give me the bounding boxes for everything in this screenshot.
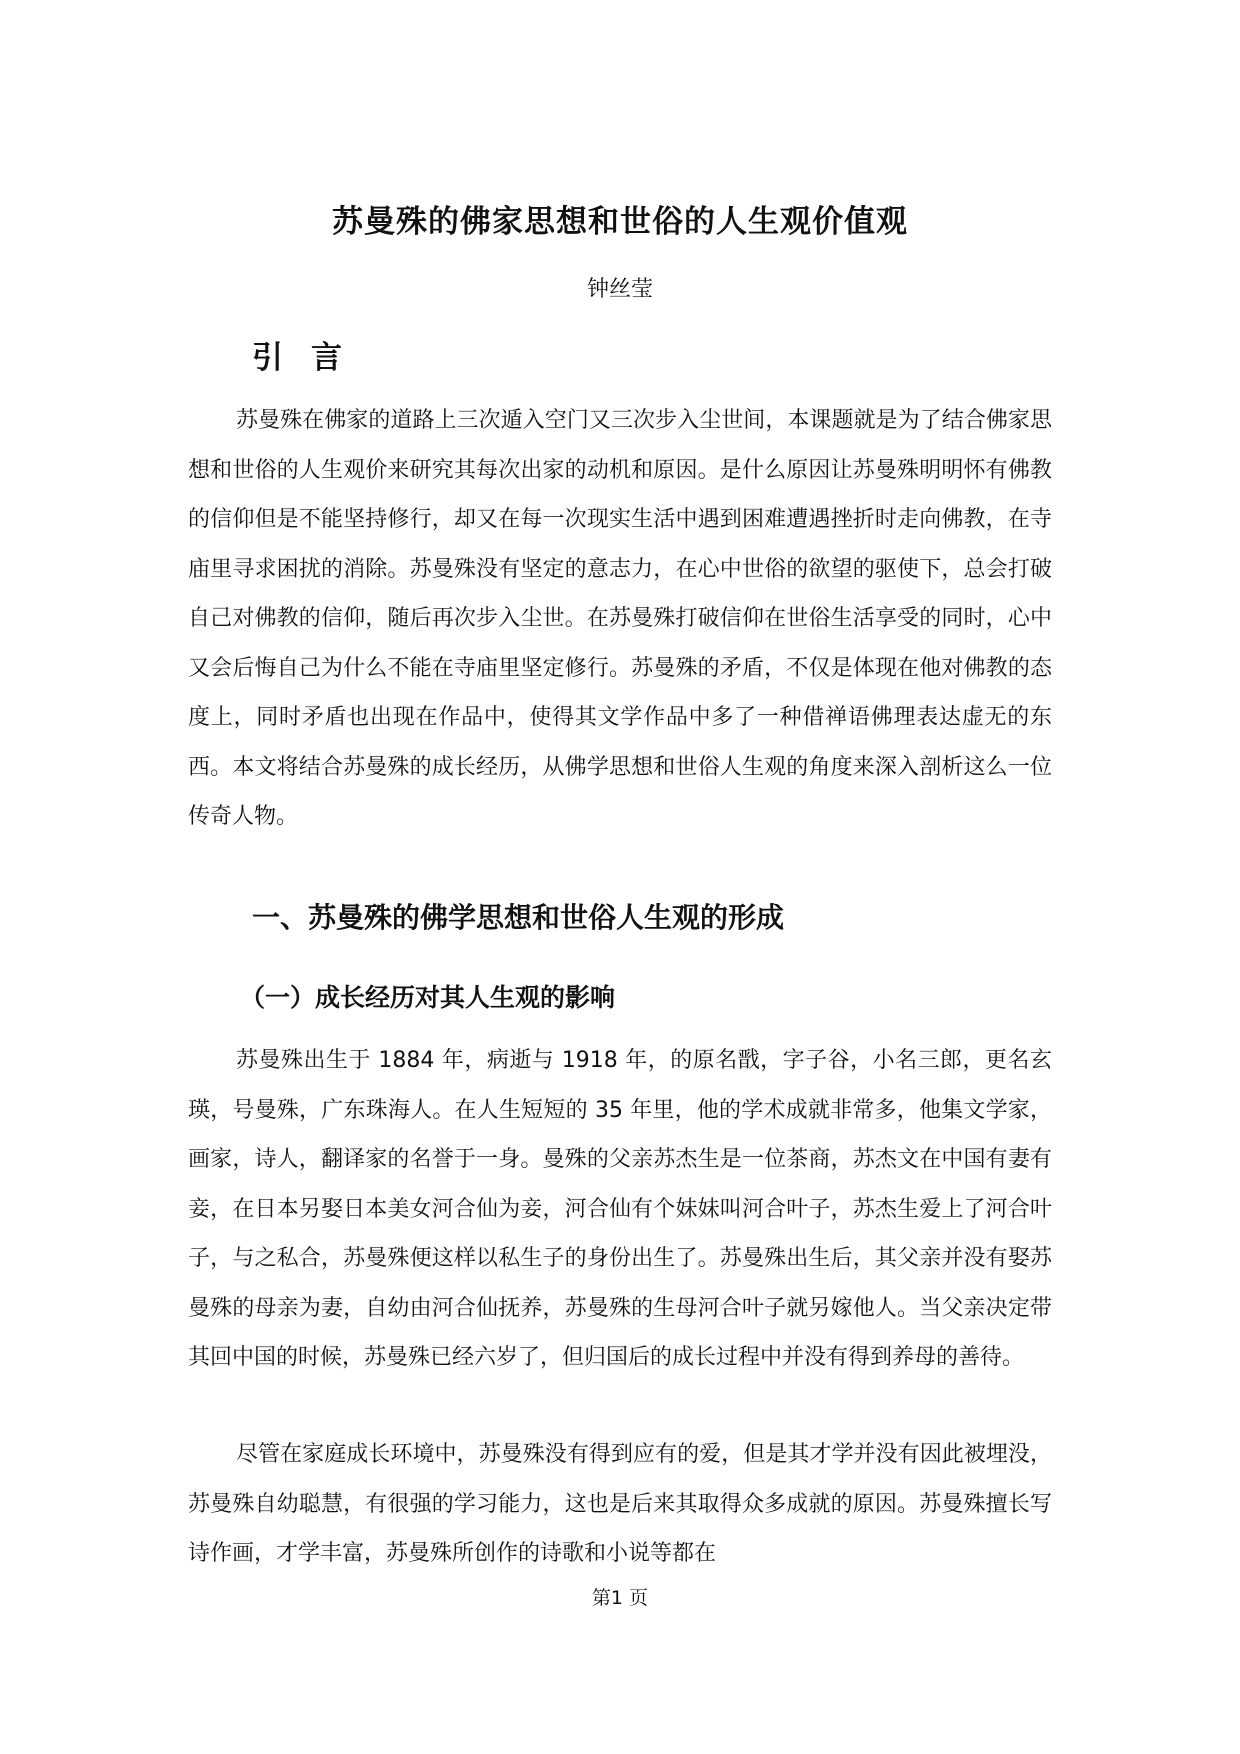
intro-paragraph: 苏曼殊在佛家的道路上三次遁入空门又三次步入尘世间，本课题就是为了结合佛家思想和世俗的人生观价来研究其每次出家的动机和原因。是什么原因让苏曼殊明明怀有佛教的信仰但是不能坚持修行，却又在每一次现实生活中遇到困难遭遇挫折时走向佛教，在寺庙里寻求困扰的消除。苏曼殊没有坚定的意志力，在心中世俗的欲望的驱使下，总会打破自己对佛教的信仰，随后再次步入尘世。在苏曼殊打破信仰在世俗生活享受的同时，心中又会后悔自己为什么不能在寺庙里坚定修行。苏曼殊的矛盾，不仅是体现在他对佛教的态度上，同时矛盾也出现在作品中，使得其文学作品中多了一种借禅语佛理表达虚无的东西。本文将结合苏曼殊的成长经历，从佛学思想和世俗人生观的角度来深入剖析这么一位传奇人物。	[188, 408, 1052, 829]
document-title: 苏曼殊的佛家思想和世俗的人生观价值观	[332, 204, 908, 240]
page-number-footer: 第1 页	[591, 1587, 649, 1609]
section-heading-1: 一、苏曼殊的佛学思想和世俗人生观的形成	[252, 901, 785, 934]
intro-heading: 引言	[252, 340, 370, 376]
body-paragraph-2: 苏曼殊出生于 1884 年，病逝与 1918 年，的原名戬，字子谷，小名三郎，更名玄瑛，号曼殊，广东珠海人。在人生短短的 35 年里，他的学术成就非常多，他集文学家，画家，诗人，翻译家的名誉于一身。曼殊的父亲苏杰生是一位茶商，苏杰文在中国有妻有妾，在日本另娶日本美女河合仙为妾，河合仙有个妹妹叫河合叶子，苏杰生爱上了河合叶子，与之私合，苏曼殊便这样以私生子的身份出生了。苏曼殊出生后，其父亲并没有娶苏曼殊的母亲为妻，自幼由河合仙抚养，苏曼殊的生母河合叶子就另嫁他人。当父亲决定带其回中国的时候，苏曼殊已经六岁了，但归国后的成长过程中并没有得到养母的善待。	[188, 1048, 1052, 1370]
subsection-heading-1: （一）成长经历对其人生观的影响	[240, 983, 616, 1012]
author-name: 钟丝莹	[586, 277, 653, 302]
body-paragraph-3: 尽管在家庭成长环境中，苏曼殊没有得到应有的爱，但是其才学并没有因此被埋没，苏曼殊自幼聪慧，有很强的学习能力，这也是后来其取得众多成就的原因。苏曼殊擅长写诗作画，才学丰富，苏曼殊所创作的诗歌和小说等都在	[188, 1442, 1052, 1566]
